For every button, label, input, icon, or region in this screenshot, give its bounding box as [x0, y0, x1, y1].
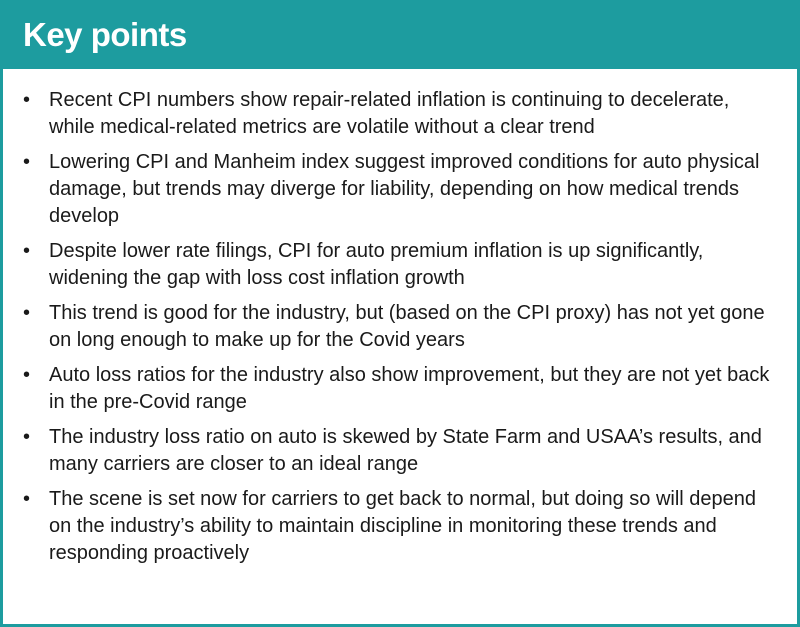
bullet-icon: •	[23, 364, 31, 386]
key-point-text: Despite lower rate filings, CPI for auto premium inflation is up significantly, widening the gap with loss cost inflation growth	[49, 240, 704, 289]
key-point-3	[3, 238, 797, 292]
bullet-icon: •	[23, 151, 31, 173]
key-point-1	[3, 87, 797, 141]
bullet-icon: •	[23, 488, 31, 510]
key-point-text: The industry loss ratio on auto is skewed by State Farm and USAA’s results, and many carriers are closer to an ideal range	[49, 426, 762, 475]
key-point-6	[3, 424, 797, 478]
key-points-list	[3, 87, 797, 575]
key-point-text: Recent CPI numbers show repair-related inflation is continuing to decelerate, while medical-related metrics are volatile without a clear trend	[49, 89, 730, 138]
key-point-text: Lowering CPI and Manheim index suggest improved conditions for auto physical damage, but trends may diverge for liability, depending on how medical trends develop	[49, 151, 760, 227]
key-point-text: The scene is set now for carriers to get back to normal, but doing so will depend on the industry’s ability to maintain discipline in monitoring these trends and responding proactively	[49, 488, 757, 564]
key-point-7	[3, 486, 797, 567]
bullet-icon: •	[23, 302, 31, 324]
bullet-icon: •	[23, 240, 31, 262]
key-point-4	[3, 300, 797, 354]
key-point-2	[3, 149, 797, 230]
key-point-5	[3, 362, 797, 416]
key-point-text: Auto loss ratios for the industry also show improvement, but they are not yet back in the pre-Covid range	[49, 364, 770, 413]
key-points-header	[3, 3, 797, 69]
key-point-text: This trend is good for the industry, but (based on the CPI proxy) has not yet gone on long enough to make up for the Covid years	[49, 302, 765, 351]
bullet-icon: •	[23, 426, 31, 448]
key-points-title: Key points	[23, 16, 187, 53]
bullet-icon: •	[23, 89, 31, 111]
